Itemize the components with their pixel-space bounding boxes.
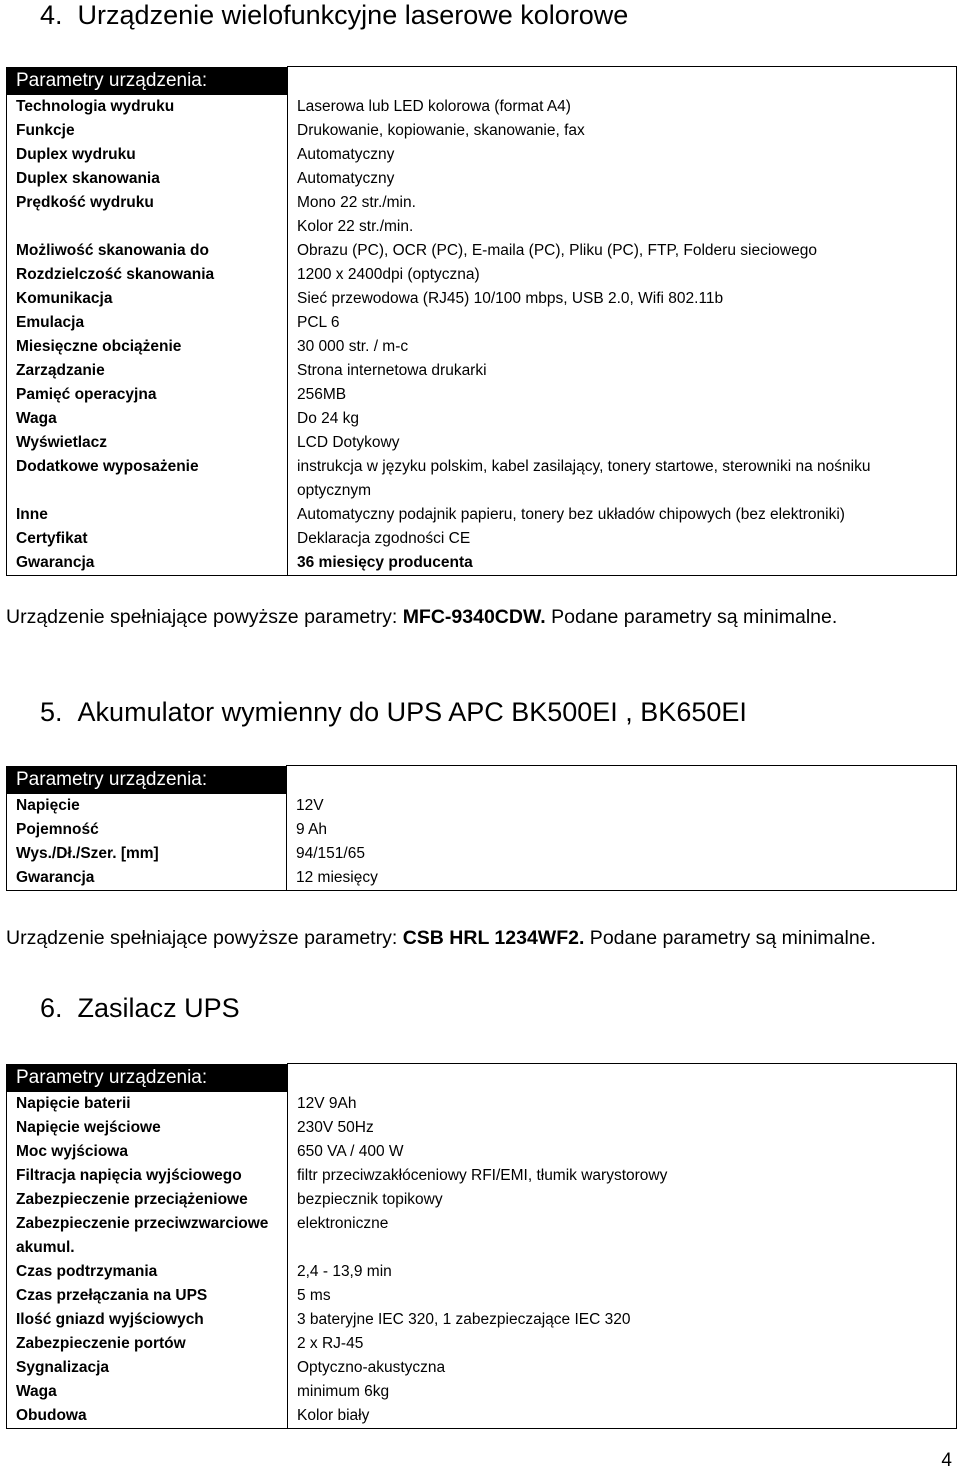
table-row: Miesięczne obciążenie 30 000 str. / m-c [7, 335, 957, 359]
table-row: Inne Automatyczny podajnik papieru, tonery bez układów chipowych (bez elektroniki) [7, 503, 957, 527]
table-row: Waga minimum 6kg [7, 1380, 957, 1404]
table-row: Filtracja napięcia wyjściowego filtr przeciwzakłóceniowy RFI/EMI, tłumik warystorowy [7, 1164, 957, 1188]
table-header-row [7, 1064, 957, 1093]
table-row: Zabezpieczenie przeciążeniowe bezpiecznik topikowy [7, 1188, 957, 1212]
section-6-title: 6. Zasilacz UPS [40, 993, 240, 1023]
page-number: 4 [941, 1450, 952, 1471]
table-row: Funkcje Drukowanie, kopiowanie, skanowanie, fax [7, 119, 957, 143]
table-header-row [7, 67, 957, 96]
table-row: Komunikacja Sieć przewodowa (RJ45) 10/100 mbps, USB 2.0, Wifi 802.11b [7, 287, 957, 311]
table-row: Napięcie 12V [7, 794, 957, 818]
table-row: Rozdzielczość skanowania 1200 x 2400dpi (optyczna) [7, 263, 957, 287]
table-row: Pojemność 9 Ah [7, 818, 957, 842]
table-row: Wyświetlacz LCD Dotykowy [7, 431, 957, 455]
section-6-spec-table [6, 1063, 957, 1429]
table-row: Ilość gniazd wyjściowych 3 bateryjne IEC 320, 1 zabezpieczające IEC 320 [7, 1308, 957, 1332]
table-row: Możliwość skanowania do Obrazu (PC), OCR (PC), E-maila (PC), Pliku (PC), FTP, Folderu sieciowego [7, 239, 957, 263]
table-row: Wys./Dł./Szer. [mm] 94/151/65 [7, 842, 957, 866]
table-row: Duplex skanowania Automatyczny [7, 167, 957, 191]
table-row: Pamięć operacyjna 256MB [7, 383, 957, 407]
table-row: Zabezpieczenie portów 2 x RJ-45 [7, 1332, 957, 1356]
table-header-label: Parametry urządzenia: [7, 766, 287, 795]
section-5-note: Urządzenie spełniające powyższe parametry: CSB HRL 1234WF2. Podane parametry są minimalne. [6, 927, 876, 949]
table-row: Dodatkowe wyposażenie instrukcja w języku polskim, kabel zasilający, tonery startowe, sterowniki na nośniku optycznym [7, 455, 957, 503]
table-row: Gwarancja 36 miesięcy producenta [7, 551, 957, 576]
table-row: Czas przełączania na UPS 5 ms [7, 1284, 957, 1308]
table-row: Czas podtrzymania 2,4 - 13,9 min [7, 1260, 957, 1284]
table-header-row [7, 766, 957, 795]
table-row: Sygnalizacja Optyczno-akustyczna [7, 1356, 957, 1380]
table-row: Gwarancja 12 miesięcy [7, 866, 957, 891]
table-row: Duplex wydruku Automatyczny [7, 143, 957, 167]
table-row: Napięcie wejściowe 230V 50Hz [7, 1116, 957, 1140]
section-4-spec-table [6, 66, 957, 576]
section-4-note: Urządzenie spełniające powyższe parametry: MFC-9340CDW. Podane parametry są minimalne. [6, 606, 838, 628]
table-row: Emulacja PCL 6 [7, 311, 957, 335]
table-row: Prędkość wydruku Mono 22 str./min. Kolor 22 str./min. [7, 191, 957, 239]
table-row: Zarządzanie Strona internetowa drukarki [7, 359, 957, 383]
table-row: Napięcie baterii 12V 9Ah [7, 1092, 957, 1116]
section-5-title: 5. Akumulator wymienny do UPS APC BK500EI , BK650EI [40, 697, 747, 727]
section-4-title: 4. Urządzenie wielofunkcyjne laserowe kolorowe [40, 0, 629, 30]
table-header-label: Parametry urządzenia: [7, 1064, 288, 1093]
table-header-label: Parametry urządzenia: [7, 67, 288, 96]
table-row: Certyfikat Deklaracja zgodności CE [7, 527, 957, 551]
table-row: Zabezpieczenie przeciwzwarciowe akumul. elektroniczne [7, 1212, 957, 1260]
table-row: Waga Do 24 kg [7, 407, 957, 431]
table-row: Obudowa Kolor biały [7, 1404, 957, 1429]
table-row: Moc wyjściowa 650 VA / 400 W [7, 1140, 957, 1164]
section-5-spec-table [6, 765, 957, 891]
table-row: Technologia wydruku Laserowa lub LED kolorowa (format A4) [7, 95, 957, 119]
